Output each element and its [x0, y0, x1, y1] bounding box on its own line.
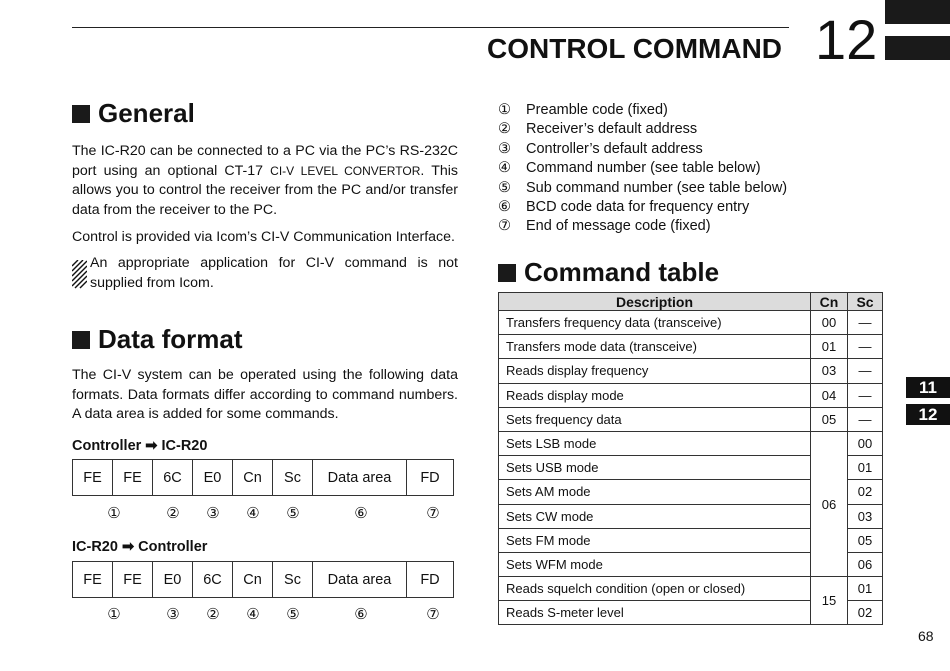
list-item: ② Receiver’s default address: [498, 121, 698, 138]
table-row: Sets frequency data 05 —: [499, 407, 883, 431]
format-number: ⑥: [354, 606, 368, 623]
format-number: ③: [166, 606, 180, 623]
table-row: Sets CW mode 03: [499, 504, 883, 528]
column-header-description: Description: [499, 293, 811, 311]
format-legend-list: [498, 101, 787, 237]
format-number: ①: [107, 606, 121, 623]
format-cell: Cn: [233, 562, 273, 598]
chapter-title: CONTROL COMMAND: [487, 33, 783, 64]
data-format-para: The CI-V system can be operated using the following data formats. Data formats differ according to command numbers. A data area is added for some commands.: [72, 367, 458, 422]
format-number: ②: [166, 505, 180, 522]
table-row: Sets FM mode 05: [499, 528, 883, 552]
table-row: Sets USB mode 01: [499, 456, 883, 480]
list-item: ③ Controller’s default address: [498, 140, 703, 157]
header-bar-bottom: [885, 36, 950, 60]
format-number: ①: [107, 505, 121, 522]
general-heading-text: General: [98, 98, 195, 128]
general-para-2: Control is provided via Icom’s CI-V Communication Interface.: [72, 229, 455, 245]
format-cell: Sc: [273, 562, 313, 598]
format-cell: Cn: [233, 460, 273, 496]
list-item: ⑥ BCD code data for frequency entry: [498, 198, 750, 215]
format-cell: 6C: [193, 562, 233, 598]
square-bullet-icon: [72, 331, 90, 349]
table-row: Reads display mode 04 —: [499, 383, 883, 407]
chapter-number: 12: [815, 8, 878, 71]
format-caption-2: IC-R20 ➡ Controller: [72, 539, 208, 555]
command-table-heading: [498, 257, 719, 288]
format-cell: Data area: [313, 460, 407, 496]
format-caption-1: Controller ➡ IC-R20: [72, 438, 208, 454]
note-hatch-icon: [72, 260, 87, 290]
column-header-sc: Sc: [848, 293, 883, 311]
general-note: An appropriate application for CI-V command is not supplied from Icom.: [90, 255, 458, 291]
table-row: Reads squelch condition (open or closed) 15 01: [499, 577, 883, 601]
command-table-heading-text: Command table: [524, 257, 720, 287]
data-format-heading: [72, 324, 242, 355]
format-number: ⑦: [426, 505, 440, 522]
table-row: Transfers frequency data (transceive) 00 —: [499, 311, 883, 335]
format-table-2: [72, 561, 454, 598]
format-number: ③: [206, 505, 220, 522]
format-cell: 6C: [153, 460, 193, 496]
side-tab-12[interactable]: 12: [906, 404, 950, 425]
table-row: Sets LSB mode 06 00: [499, 431, 883, 455]
general-heading: [72, 98, 195, 129]
format-cell: FE: [73, 562, 113, 598]
format-cell: FD: [407, 460, 454, 496]
format-number: ⑥: [354, 505, 368, 522]
header-bar-top: [885, 0, 950, 24]
table-header-row: [499, 293, 883, 311]
format-cell: FE: [113, 562, 153, 598]
format-cell: E0: [193, 460, 233, 496]
format-cell: FE: [73, 460, 113, 496]
format-row: [73, 460, 454, 496]
list-item: ⑦ End of message code (fixed): [498, 218, 711, 235]
page-number: 68: [918, 628, 934, 644]
format-cell: Sc: [273, 460, 313, 496]
format-cell: E0: [153, 562, 193, 598]
table-row: Reads display frequency 03 —: [499, 359, 883, 383]
table-row: Sets AM mode 02: [499, 480, 883, 504]
square-bullet-icon: [498, 264, 516, 282]
general-para-1: The IC-R20 can be connected to a PC via the PC’s RS-232C port using an optional CT-17 CI-V LEVEL CONVERTOR. This allows you to control the receiver from the PC and/or transfer data from the receiver to the PC.: [72, 143, 458, 218]
table-row: Reads S-meter level 02: [499, 601, 883, 625]
list-item: ① Preamble code (fixed): [498, 102, 668, 118]
side-tab-11[interactable]: 11: [906, 377, 950, 398]
format-cell: FE: [113, 460, 153, 496]
format-cell: FD: [407, 562, 454, 598]
data-format-heading-text: Data format: [98, 324, 243, 354]
table-row: Sets WFM mode 06: [499, 552, 883, 576]
column-header-cn: Cn: [811, 293, 848, 311]
format-table-1: [72, 459, 454, 496]
format-number: ④: [246, 505, 260, 522]
list-item: ⑤ Sub command number (see table below): [498, 179, 788, 196]
format-number: ⑤: [286, 606, 300, 623]
format-number: ②: [206, 606, 220, 623]
format-number: ⑦: [426, 606, 440, 623]
list-item: ④ Command number (see table below): [498, 160, 761, 177]
format-number: ④: [246, 606, 260, 623]
square-bullet-icon: [72, 105, 90, 123]
command-table: [498, 292, 883, 625]
format-cell: Data area: [313, 562, 407, 598]
format-number: ⑤: [286, 505, 300, 522]
format-row: [73, 562, 454, 598]
header-rule: [72, 27, 789, 28]
table-row: Transfers mode data (transceive) 01 —: [499, 335, 883, 359]
